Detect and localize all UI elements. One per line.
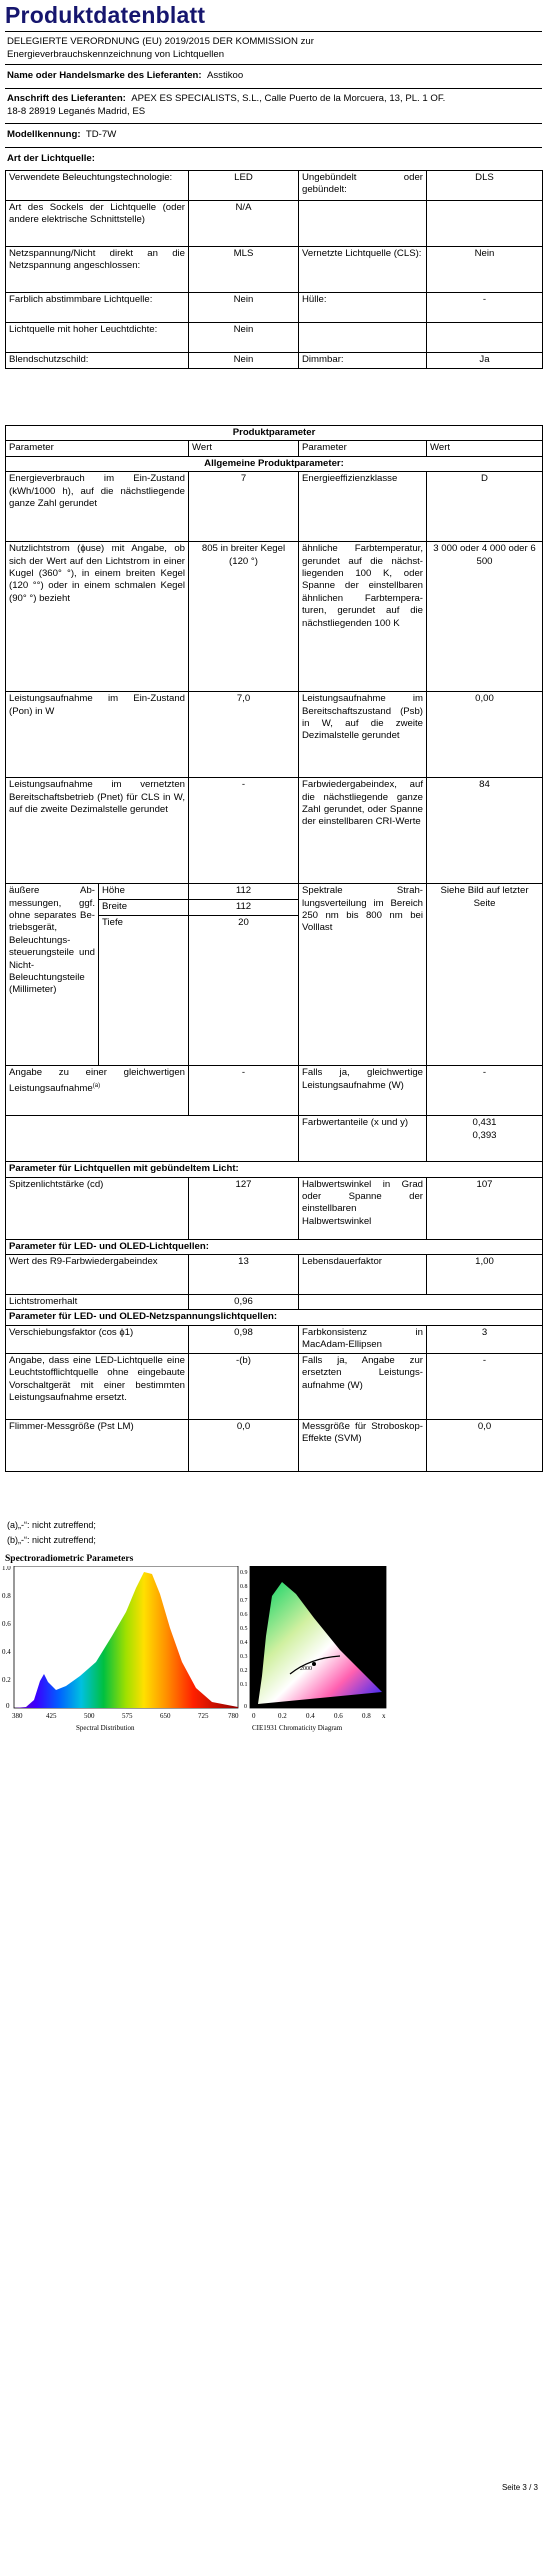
fluorescent-replacement-label: Angabe, dass eine LED-Lichtquelle eine Leuchtstofflichtquelle ohne eingebaute Vorschaltgerät mit einer bestimmten Leistungsaufnahme ersetzt. (6, 1353, 189, 1419)
stroboscopic-label: Messgröße für Stroboskop-Effekte (SVM) (299, 1419, 427, 1471)
supplier-address-value-1: APEX ES SPECIALISTS, S.L., Calle Puerto de la Morcuera, 13, PL. 1 OF. (131, 93, 446, 104)
col-value-header-2: Wert (427, 441, 543, 456)
page-number: Seite 3 / 3 (501, 2483, 538, 2492)
type-value: LED (189, 171, 299, 201)
spectrum-x-tick-6: 725 (198, 1712, 209, 1720)
replaced-power-label: Falls ja, Angabe zur ersetzten Leistungsaufnahme (W) (299, 1353, 427, 1419)
cie-caption: CIE1931 Chromaticity Diagram (252, 1724, 343, 1732)
footnote-b: (b)„-“: nicht zutreffend; (7, 1535, 96, 1545)
spectrum-y-tick-5: 0.2 (2, 1676, 11, 1684)
cie-y-tick-1: 0.9 (240, 1570, 248, 1576)
product-parameters-heading: Produktparameter (6, 426, 543, 441)
spectrum-x-tick-3: 500 (84, 1712, 95, 1720)
cie-x-tick-1: 0 (252, 1712, 256, 1720)
beam-angle-value: 107 (427, 1177, 543, 1239)
cie-y-tick-5: 0.5 (240, 1626, 248, 1632)
lumen-maintenance-label: Lichtstromerhalt (6, 1295, 189, 1310)
stroboscopic-value: 0,0 (427, 1419, 543, 1471)
light-source-type-heading: Art der Lichtquelle: (7, 153, 95, 164)
type-label: Hülle: (299, 293, 427, 323)
cie-y-tick-9: 0.1 (240, 1682, 248, 1688)
type-value: - (427, 293, 543, 323)
cie-x-tick-5: 0.8 (362, 1712, 371, 1720)
color-consistency-label: Farbkonsistenz in MacAdam-Ellipsen (299, 1325, 427, 1353)
cie-inner-label: 2000 (300, 1666, 312, 1672)
luminous-flux-label: Nutzlichtstrom (ɸuse) mit Angabe, ob sich der Wert auf den Lichtstrom in einer Kugel (360° °), in einem breiten Kegel (120 °°) oder in einem schmalen Kegel (90° °) bezieht (6, 542, 189, 692)
type-row (6, 293, 543, 323)
life-factor-value: 1,00 (427, 1255, 543, 1295)
type-label: Art des Sockels der Lichtquelle (oder andere elektrische Schnittstelle) (6, 201, 189, 247)
type-label: Vernetzte Lichtquelle (CLS): (299, 247, 427, 293)
type-row (6, 247, 543, 293)
spectrum-y-tick-2: 0.8 (2, 1592, 11, 1600)
type-value (427, 201, 543, 247)
dim-depth-value: 20 (189, 916, 299, 1066)
beam-angle-label: Halbwertswinkel in Grad oder Spanne der einstellbaren Halbwertswinkel (299, 1177, 427, 1239)
cie-y-tick-4: 0.6 (240, 1612, 248, 1618)
cie-x-tick-4: 0.6 (334, 1712, 343, 1720)
type-label (299, 201, 427, 247)
fluorescent-replacement-value: -(b) (189, 1353, 299, 1419)
rule-5 (5, 147, 542, 148)
lumen-maintenance-value: 0,96 (189, 1295, 299, 1310)
spectrum-y-tick-3: 0.6 (2, 1620, 11, 1628)
type-label: Blendschutzschild: (6, 353, 189, 369)
color-temperature-label: ähnliche Farbtemperatur, gerundet auf die nächstliegenden 100 K, oder Spanne der einstellbaren ähnlichen Farbtemperaturen, gerundet auf die nächstliegenden 100 K (299, 542, 427, 692)
model-value: TD-7W (85, 129, 117, 140)
color-consistency-value: 3 (427, 1325, 543, 1353)
on-mode-power-value: 7,0 (189, 692, 299, 778)
type-label: Verwendete Beleuchtungstechnologie: (6, 171, 189, 201)
dimensions-label: äußere Abmessungen, ggf. ohne separates Betriebsgerät, Beleuchtungssteuerungsteile und Nicht-Beleuchtungsteile (Millimeter) (6, 884, 99, 1066)
model-line (7, 129, 116, 142)
energy-consumption-value: 7 (189, 472, 299, 542)
dim-depth-label: Tiefe (99, 916, 189, 1066)
cie-y-tick-8: 0.2 (240, 1668, 248, 1674)
flicker-label: Flimmer-Messgröße (Pst LM) (6, 1419, 189, 1471)
cie-y-tick-2: 0.8 (240, 1584, 248, 1590)
networked-standby-value: - (189, 778, 299, 884)
directional-heading: Parameter für Lichtquellen mit gebündeltem Licht: (6, 1162, 543, 1177)
r9-value: 13 (189, 1255, 299, 1295)
chromaticity-value (427, 1116, 543, 1162)
type-value (427, 323, 543, 353)
cie-x-tick-2: 0.2 (278, 1712, 287, 1720)
spectrum-x-tick-5: 650 (160, 1712, 171, 1720)
type-label (299, 323, 427, 353)
cie-y-tick-6: 0.4 (240, 1640, 248, 1646)
spectrum-y-tick-4: 0.4 (2, 1648, 11, 1656)
type-label: Farblich abstimmbare Lichtquelle: (6, 293, 189, 323)
spectroradiometric-figure (0, 1566, 400, 1736)
chromaticity-point (312, 1662, 316, 1666)
rule-3 (5, 88, 542, 89)
type-row (6, 323, 543, 353)
chromaticity-label: Farbwertanteile (x und y) (299, 1116, 427, 1162)
spectrum-y-tick-1: 1.0 (2, 1566, 11, 1572)
life-factor-label: Lebensdauerfaktor (299, 1255, 427, 1295)
type-value: Nein (189, 353, 299, 369)
spectral-distribution-label: Spektrale Strahlungsverteilung im Bereich 250 nm bis 800 nm bei Volllast (299, 884, 427, 1066)
dim-width-value: 112 (189, 900, 299, 916)
type-row (6, 171, 543, 201)
r9-label: Wert des R9-Farbwiedergabeindex (6, 1255, 189, 1295)
type-value: Nein (189, 323, 299, 353)
equivalent-power-value: - (189, 1066, 299, 1116)
type-value: Ja (427, 353, 543, 369)
rule-2 (5, 64, 542, 65)
cie-y-tick-3: 0.7 (240, 1598, 248, 1604)
cie-y-tick-10: 0 (244, 1704, 247, 1710)
type-value: Nein (427, 247, 543, 293)
spectrum-y-tick-6: 0 (6, 1702, 10, 1710)
power-factor-value: 0,98 (189, 1325, 299, 1353)
col-param-header-2: Parameter (299, 441, 427, 456)
supplier-name-label: Name oder Handelsmarke des Lieferanten: (7, 70, 202, 81)
cie-x-tick-3: 0.4 (306, 1712, 315, 1720)
spectrum-caption: Spectral Distribution (76, 1724, 135, 1732)
type-value: Nein (189, 293, 299, 323)
spectrum-x-tick-2: 425 (46, 1712, 57, 1720)
power-factor-label: Verschiebungsfaktor (cos ɸ1) (6, 1325, 189, 1353)
chromaticity-x: 0,431 (472, 1117, 497, 1129)
networked-standby-label: Leistungsaufnahme im vernetzten Bereitschaftsbetrieb (Pnet) für CLS in W, auf die zweite Dezimalstelle gerundet (6, 778, 189, 884)
spectral-distribution-value: Siehe Bild auf letzter Seite (427, 884, 543, 1066)
chromaticity-y: 0,393 (472, 1129, 497, 1141)
supplier-name-line (7, 70, 243, 83)
document-title: Produktdatenblatt (5, 2, 206, 28)
flicker-value: 0,0 (189, 1419, 299, 1471)
col-param-header-1: Parameter (6, 441, 189, 456)
supplier-address-value-2: 18-8 28919 Leganés Madrid, ES (7, 105, 146, 117)
cie-y-tick-7: 0.3 (240, 1654, 248, 1660)
energy-efficiency-value: D (427, 472, 543, 542)
dim-height-value: 112 (189, 884, 299, 900)
equivalent-power-label: Angabe zu einer gleichwertigen Leistungsaufnahme$^{(a)}$ (6, 1066, 189, 1116)
regulation-line-1: DELEGIERTE VERORDNUNG (EU) 2019/2015 DER KOMMISSION zur (7, 36, 314, 47)
light-source-type-table (5, 170, 543, 369)
dim-height-label: Höhe (99, 884, 189, 900)
on-mode-power-label: Leistungsaufnahme im Ein-Zustand (Pon) in W (6, 692, 189, 778)
replaced-power-value: - (427, 1353, 543, 1419)
supplier-address-line (7, 93, 542, 118)
title-rule (5, 31, 542, 32)
peak-intensity-label: Spitzenlichtstärke (cd) (6, 1177, 189, 1239)
type-value: N/A (189, 201, 299, 247)
type-row (6, 353, 543, 369)
type-label: Netzspannung/Nicht direkt an die Netzspannung angeschlossen: (6, 247, 189, 293)
type-label: Dimmbar: (299, 353, 427, 369)
luminous-flux-value: 805 in breiter Kegel (120 °) (189, 542, 299, 692)
general-parameters-heading: Allgemeine Produktparameter: (6, 456, 543, 471)
cie-x-tick-6: x (382, 1712, 386, 1720)
supplier-name-value: Asstikoo (206, 70, 244, 81)
cri-value: 84 (427, 778, 543, 884)
type-row (6, 201, 543, 247)
led-heading: Parameter für LED- und OLED-Lichtquellen: (6, 1239, 543, 1254)
supplier-address-label: Anschrift des Lieferanten: (7, 93, 126, 104)
standby-power-value: 0,00 (427, 692, 543, 778)
type-value: DLS (427, 171, 543, 201)
empty-cell (6, 1116, 299, 1162)
type-value: MLS (189, 247, 299, 293)
spectrum-x-tick-4: 575 (122, 1712, 133, 1720)
spectrum-x-tick-7: 780 (228, 1712, 239, 1720)
rule-4 (5, 123, 542, 124)
equivalent-power-w-label: Falls ja, gleichwertige Leistungsaufnahme (W) (299, 1066, 427, 1116)
model-label: Modellkennung: (7, 129, 81, 140)
col-value-header-1: Wert (189, 441, 299, 456)
color-temperature-value: 3 000 oder 4 000 oder 6 500 (427, 542, 543, 692)
footnote-a: (a)„-“: nicht zutreffend; (7, 1520, 96, 1530)
type-label: Lichtquelle mit hoher Leuchtdichte: (6, 323, 189, 353)
led-mains-heading: Parameter für LED- und OLED-Netzspannungslichtquellen: (6, 1310, 543, 1325)
equivalent-power-w-value: - (427, 1066, 543, 1116)
energy-consumption-label: Energieverbrauch im Ein-Zustand (kWh/1000 h), auf die nächstliegende ganze Zahl gerundet (6, 472, 189, 542)
regulation-line-2: Energieverbrauchskennzeichnung von Lichtquellen (7, 49, 225, 60)
cri-label: Farbwiedergabeindex, auf die nächstliegende ganze Zahl gerundet, oder Spanne der einstellbaren CRI-Werte (299, 778, 427, 884)
energy-efficiency-label: Energieeffizienzklasse (299, 472, 427, 542)
product-parameters-table (5, 425, 543, 1472)
spectrum-x-tick-1: 380 (12, 1712, 23, 1720)
spectroradiometric-title: Spectroradiometric Parameters (5, 1554, 134, 1564)
peak-intensity-value: 127 (189, 1177, 299, 1239)
type-label: Ungebündelt oder gebündelt: (299, 171, 427, 201)
standby-power-label: Leistungsaufnahme im Bereitschaftszustand (Psb) in W, auf die zweite Dezimalstelle gerundet (299, 692, 427, 778)
dim-width-label: Breite (99, 900, 189, 916)
empty-cell-2 (299, 1295, 543, 1310)
